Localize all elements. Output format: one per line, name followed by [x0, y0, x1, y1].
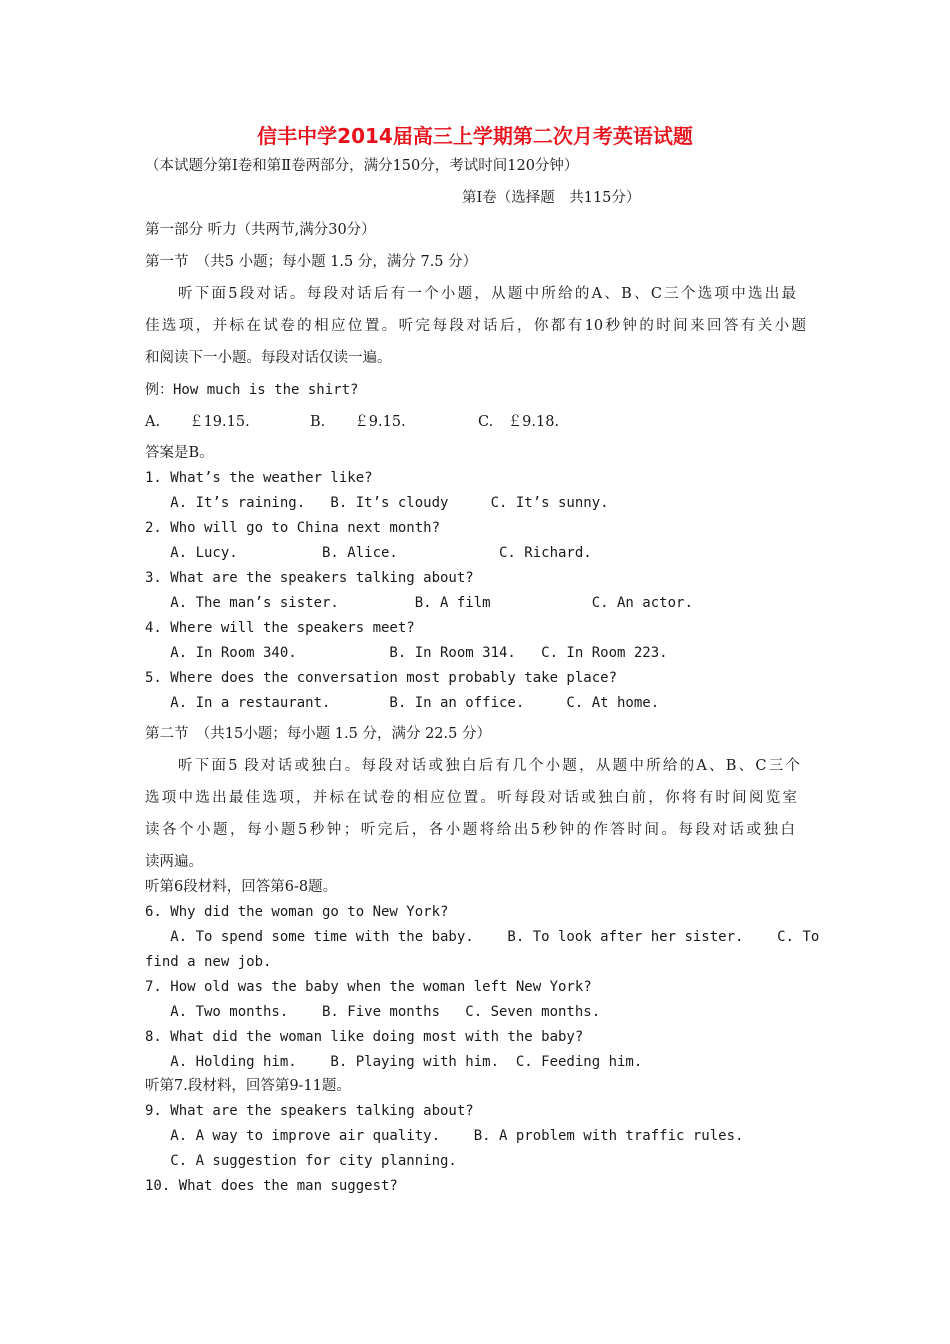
question-7: 7. How old was the baby when the woman left New York? — [145, 979, 592, 995]
section2-instruction-line: 读各个小题，每小题5秒钟；听完后，各小题将给出5秒钟的作答时间。每段对话或独白 — [145, 822, 795, 838]
section2-instruction-line: 选项中选出最佳选项，并标在试卷的相应位置。听每段对话或独白前，你将有时间阅览室 — [145, 790, 797, 806]
part1-heading: 第一部分 听力（共两节,满分30分） — [145, 222, 376, 238]
material-7-heading: 听第7.段材料，回答第9-11题。 — [145, 1078, 351, 1094]
question-6: 6. Why did the woman go to New York? — [145, 904, 449, 920]
volume-heading: 第Ⅰ卷（选择题 共115分） — [462, 190, 641, 206]
question-9-options: A. A way to improve air quality. B. A problem with traffic rules. — [145, 1128, 744, 1144]
section1-instruction-line: 佳选项，并标在试卷的相应位置。听完每段对话后，你都有10秒钟的时间来回答有关小题 — [145, 318, 806, 334]
section2-instruction-line: 读两遍。 — [145, 854, 203, 870]
example-option: A. ￡19.15. — [145, 414, 250, 430]
exam-title: 信丰中学2014届高三上学期第二次月考英语试题 — [257, 124, 693, 148]
question-5-options: A. In a restaurant. B. In an office. C. At home. — [145, 695, 660, 711]
example-answer: 答案是B。 — [145, 445, 214, 461]
example-option: B. ￡9.15. — [310, 414, 406, 430]
example-question: 例：How much is the shirt? — [145, 382, 359, 398]
question-6-options: A. To spend some time with the baby. B. To look after her sister. C. To — [145, 929, 820, 945]
question-1: 1. What’s the weather like? — [145, 470, 373, 486]
question-4-options: A. In Room 340. B. In Room 314. C. In Room 223. — [145, 645, 668, 661]
question-7-options: A. Two months. B. Five months C. Seven months. — [145, 1004, 601, 1020]
question-9-options-continued: C. A suggestion for city planning. — [145, 1153, 457, 1169]
question-6-options-continued: find a new job. — [145, 954, 272, 970]
question-1-options: A. It’s raining. B. It’s cloudy C. It’s sunny. — [145, 495, 609, 511]
question-3-options: A. The man’s sister. B. A film C. An actor. — [145, 595, 693, 611]
section1-heading: 第一节 （共5 小题；每小题 1.5 分，满分 7.5 分） — [145, 254, 478, 270]
question-5: 5. Where does the conversation most probably take place? — [145, 670, 618, 686]
section2-instruction-line: 听下面5 段对话或独白。每段对话或独白后有几个小题，从题中所给的A、B、C三个 — [178, 758, 800, 774]
section1-instruction-line: 和阅读下一小题。每段对话仅读一遍。 — [145, 350, 392, 366]
question-8: 8. What did the woman like doing most with the baby? — [145, 1029, 584, 1045]
question-2-options: A. Lucy. B. Alice. C. Richard. — [145, 545, 592, 561]
question-3: 3. What are the speakers talking about? — [145, 570, 474, 586]
question-2: 2. Who will go to China next month? — [145, 520, 441, 536]
question-9: 9. What are the speakers talking about? — [145, 1103, 474, 1119]
question-4: 4. Where will the speakers meet? — [145, 620, 415, 636]
section2-heading: 第二节 （共15小题；每小题 1.5 分，满分 22.5 分） — [145, 726, 491, 742]
section1-instruction-line: 听下面5段对话。每段对话后有一个小题，从题中所给的A、B、C三个选项中选出最 — [178, 286, 796, 302]
question-10: 10. What does the man suggest? — [145, 1178, 398, 1194]
exam-subtitle: （本试题分第Ⅰ卷和第Ⅱ卷两部分，满分150分，考试时间120分钟） — [145, 158, 579, 174]
example-option: C. ￡9.18. — [478, 414, 560, 430]
question-8-options: A. Holding him. B. Playing with him. C. Feeding him. — [145, 1054, 643, 1070]
material-6-heading: 听第6段材料，回答第6-8题。 — [145, 879, 338, 895]
